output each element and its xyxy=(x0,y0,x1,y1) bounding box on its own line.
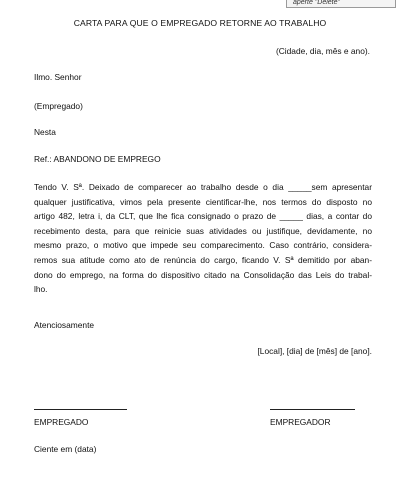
body-line: recebimento desta, para que reinicie suas atividades ou justifique, devidamente, no xyxy=(34,225,372,236)
body-line: qualquer justificativa, vimos pela presente cientificar-lhe, nos termos do disposto no xyxy=(34,196,372,207)
delete-hint-tooltip: aperte "Delete" xyxy=(286,0,396,8)
body-line: Tendo V. Sª. Deixado de comparecer ao trabalho desde o dia _____sem apresentar xyxy=(34,182,372,192)
signature-line-employer xyxy=(270,409,355,410)
signature-label-employer: EMPREGADOR xyxy=(270,417,331,427)
recipient-salutation: Ilmo. Senhor xyxy=(34,72,82,82)
body-line: lho. xyxy=(34,284,48,295)
body-line: mesmo prazo, o motivo que impede seu comparecimento. Caso contrário, considera- xyxy=(34,240,372,251)
body-line: artigo 482, letra i, da CLT, que lhe fica consignado o prazo de _____ dias, a contar do xyxy=(34,211,372,222)
letter-body xyxy=(34,180,372,297)
reference-line: Ref.: ABANDONO DE EMPREGO xyxy=(34,154,161,164)
place-date: [Local], [dia] de [mês] de [ano]. xyxy=(257,346,372,356)
acknowledgement-line: Ciente em (data) xyxy=(34,444,97,454)
body-line: remos sua atitude como ato de renúncia do cargo, ficando V. Sª demitido por aban- xyxy=(34,254,372,265)
date-line: (Cidade, dia, mês e ano). xyxy=(275,46,370,56)
closing: Atenciosamente xyxy=(34,320,95,330)
letter-title: CARTA PARA QUE O EMPREGADO RETORNE AO TRABALHO xyxy=(73,18,327,28)
signature-label-employee: EMPREGADO xyxy=(34,417,89,427)
recipient-name: (Empregado) xyxy=(34,101,83,111)
signature-line-employee xyxy=(34,409,127,410)
recipient-location: Nesta xyxy=(34,127,56,137)
body-line: dono do emprego, na forma do dispositivo citado na Consolidação das Leis do trabal- xyxy=(34,269,372,280)
